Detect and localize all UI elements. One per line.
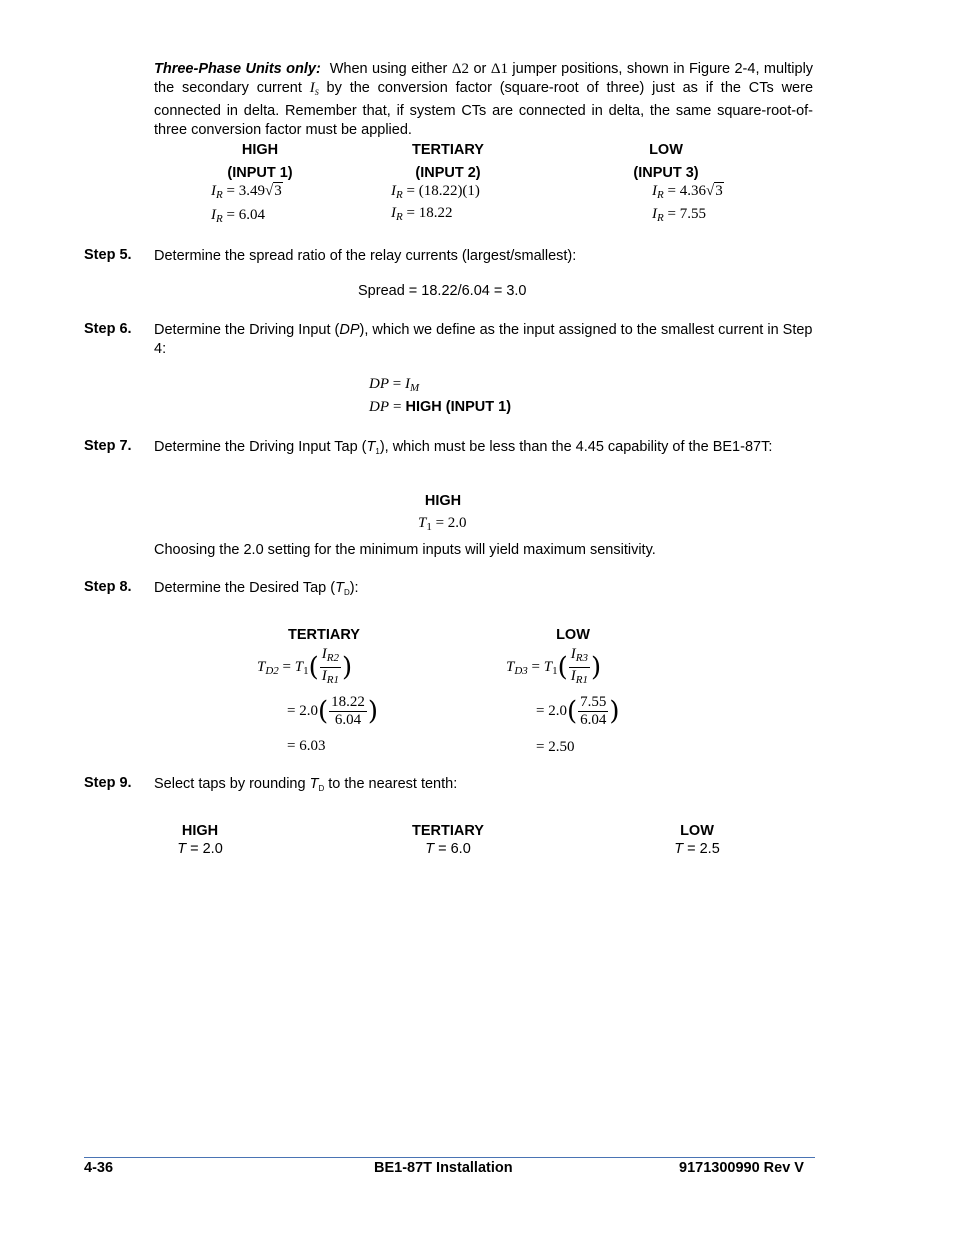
step6-eq2: DP = HIGH (INPUT 1) (369, 399, 512, 415)
step8-col2-eq2: = 2.0( $\frac{7.55}{6.04}$ ) (536, 694, 620, 728)
ir-col3-heading: LOW (649, 142, 683, 158)
footer-document-number: 9171300990 Rev V (679, 1160, 804, 1176)
step9-col1-heading: HIGH (181, 823, 219, 839)
is-symbol: $I_S$ (309, 79, 319, 97)
step5-text: Determine the spread ratio of the relay currents (largest/smallest): (154, 248, 577, 264)
ir-col1-input: (INPUT 1) (227, 165, 293, 181)
step5-label: Step 5. (84, 247, 132, 263)
step7-heading: HIGH (424, 493, 462, 509)
step8-col2-eq3: = 2.50 (536, 739, 575, 755)
intro-paragraph (154, 60, 813, 139)
step6-text: Determine the Driving Input (DP), which we define as the input assigned to the smallest current in Step 4: (154, 322, 813, 357)
step8-text: Determine the Desired Tap $(T_D)$: (154, 580, 359, 597)
ir-col3-eq1: $I_R = 4.36√3$ (652, 183, 723, 201)
step7-eq: $T_1 = 2.0$ (418, 515, 467, 533)
step9-col2-value: T = 6.0 (425, 841, 471, 857)
step9-text: Select taps by rounding $T_D$ to the nearest tenth: (154, 776, 458, 793)
step9-col1-value: T = 2.0 (177, 841, 223, 857)
footer-rule (84, 1157, 815, 1158)
footer-page-number: 4-36 (84, 1160, 114, 1176)
step5-formula: Spread = 18.22/6.04 = 3.0 (358, 283, 527, 299)
ir-col2-input: (INPUT 2) (415, 165, 481, 181)
step9-label: Step 9. (84, 775, 132, 791)
ir-col2-eq2: $I_R = 18.22$ (391, 205, 453, 223)
step6-eq1: DP = $I_M$ (369, 376, 420, 394)
intro-or: or (473, 61, 487, 77)
delta1-symbol: Δ1 (490, 61, 508, 77)
footer-title: BE1-87T Installation (374, 1160, 513, 1176)
step8-col2-eq1: $T_{D3} = T_1$( $\frac{I_{R3}}{I_{R1}}$ ) (506, 646, 602, 686)
step8-label: Step 8. (84, 579, 132, 595)
ir-col2-eq1: $I_R = (18.22)(1)$ (391, 183, 480, 201)
ir-col2-heading: TERTIARY (412, 142, 484, 158)
intro-text-b: jumper positions, shown in Figure 2-4, multiply the secondary current (154, 61, 814, 96)
ir-col1-eq1: $I_R = 3.49√3$ (211, 183, 282, 201)
intro-text-c: by the conversion factor (square-root of three) just as if the CTs were connected in delta. Remember that, if system CTs are connected in delta, the same square-root-of-three conversion factor must be applied. (154, 79, 814, 138)
ir-col1-heading: HIGH (241, 142, 279, 158)
step9-col3-heading: LOW (680, 823, 714, 839)
step8-col1-eq2: = 2.0( $\frac{18.22}{6.04}$ ) (287, 694, 379, 728)
step6-label: Step 6. (84, 321, 132, 337)
ir-col3-input: (INPUT 3) (633, 165, 699, 181)
ir-col3-eq2: $I_R = 7.55$ (652, 206, 706, 224)
intro-text-a: When using either (329, 61, 448, 77)
step7-label: Step 7. (84, 438, 132, 454)
step8-col1-eq3: = 6.03 (287, 738, 326, 754)
step8-col1-heading: TERTIARY (288, 627, 360, 643)
delta2-symbol: Δ2 (451, 61, 469, 77)
intro-lead: Three-Phase Units only: (154, 61, 321, 77)
step8-col1-eq1: $T_{D2} = T_1$( $\frac{I_{R2}}{I_{R1}}$ ) (257, 646, 353, 686)
step7-note: Choosing the 2.0 setting for the minimum inputs will yield maximum sensitivity. (154, 542, 656, 558)
step9-col2-heading: TERTIARY (412, 823, 484, 839)
ir-col1-eq2: $I_R = 6.04$ (211, 207, 265, 225)
step9-col3-value: T = 2.5 (674, 841, 720, 857)
step8-col2-heading: LOW (556, 627, 590, 643)
step7-text: Determine the Driving Input Tap $(T_1)$, which must be less than the 4.45 capability of the BE1-87T: (154, 439, 773, 456)
